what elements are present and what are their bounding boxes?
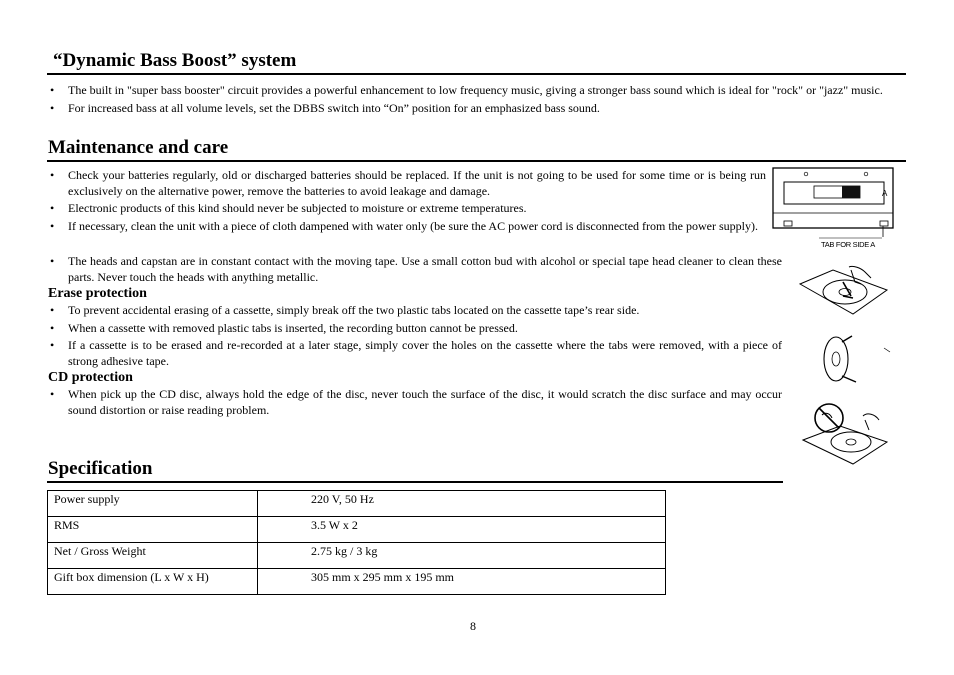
table-row [48,491,666,517]
spec-value: 2.75 kg / 3 kg [258,543,666,569]
maintenance-list-cont [48,254,782,285]
spec-label: Net / Gross Weight [48,543,258,569]
cassette-side-label: A [882,189,888,198]
cassette-tab-label: TAB FOR SIDE A [821,240,876,249]
list-item: • Check your batteries regularly, old or discharged batteries should be replaced. If the unit is not going to be used for some time or is being run exclusively on the alternative power, remove the batteries to avoid leakage and damage. [48,168,766,199]
list-item: • When a cassette with removed plastic tabs is inserted, the recording button cannot be pressed. [48,321,782,337]
spec-label: Gift box dimension (L x W x H) [48,569,258,595]
cd-hold-edge-illustration [795,262,891,326]
table-row [48,517,666,543]
page-number: 8 [470,619,476,633]
bass-list [48,83,898,116]
section-rule [47,160,906,162]
table-row [48,569,666,595]
spec-value: 220 V, 50 Hz [258,491,666,517]
specification-table [47,490,666,595]
list-item: • Electronic products of this kind should never be subjected to moisture or extreme temperatures. [48,201,766,217]
section-rule [47,481,783,483]
cd-side-illustration [818,334,892,384]
list-item: • If necessary, clean the unit with a piece of cloth dampened with water only (be sure the AC power cord is disconnected from the power supply). [48,219,766,235]
cd-no-touch-illustration [795,398,891,470]
subsection-title-cd: CD protection [48,370,133,385]
section-rule [47,73,906,75]
list-item: • If a cassette is to be erased and re-recorded at a later stage, simply cover the holes on the cassette where the tabs were removed, with a piece of strong adhesive tape. [48,338,782,369]
maintenance-list [48,168,766,234]
section-title-maintenance: Maintenance and care [48,137,229,158]
spec-value: 305 mm x 295 mm x 195 mm [258,569,666,595]
section-title-bass-boost: “Dynamic Bass Boost” system [53,50,297,71]
list-item: • To prevent accidental erasing of a cassette, simply break off the two plastic tabs located on the cassette tape’s rear side. [48,303,782,319]
cassette-tab-illustration [770,165,896,255]
spec-label: RMS [48,517,258,543]
section-title-specification: Specification [48,458,153,479]
list-item: • When pick up the CD disc, always hold the edge of the disc, never touch the surface of the disc, it would scratch the disc surface and may occur sound distortion or raise reading problem. [48,387,782,418]
list-item: • For increased bass at all volume levels, set the DBBS switch into “On” position for an emphasized bass sound. [48,101,898,117]
list-item: • The heads and capstan are in constant contact with the moving tape. Use a small cotton bud with alcohol or special tape head cleaner to clean these parts. Never touch the heads with anything metallic. [48,254,782,285]
subsection-title-erase: Erase protection [48,286,147,301]
erase-list [48,303,782,369]
spec-value: 3.5 W x 2 [258,517,666,543]
list-item: • The built in "super bass booster" circuit provides a powerful enhancement to low frequency music, giving a stronger bass sound which is ideal for "rock" or "jazz" music. [48,83,898,99]
spec-label: Power supply [48,491,258,517]
table-row [48,543,666,569]
cd-list [48,387,782,418]
